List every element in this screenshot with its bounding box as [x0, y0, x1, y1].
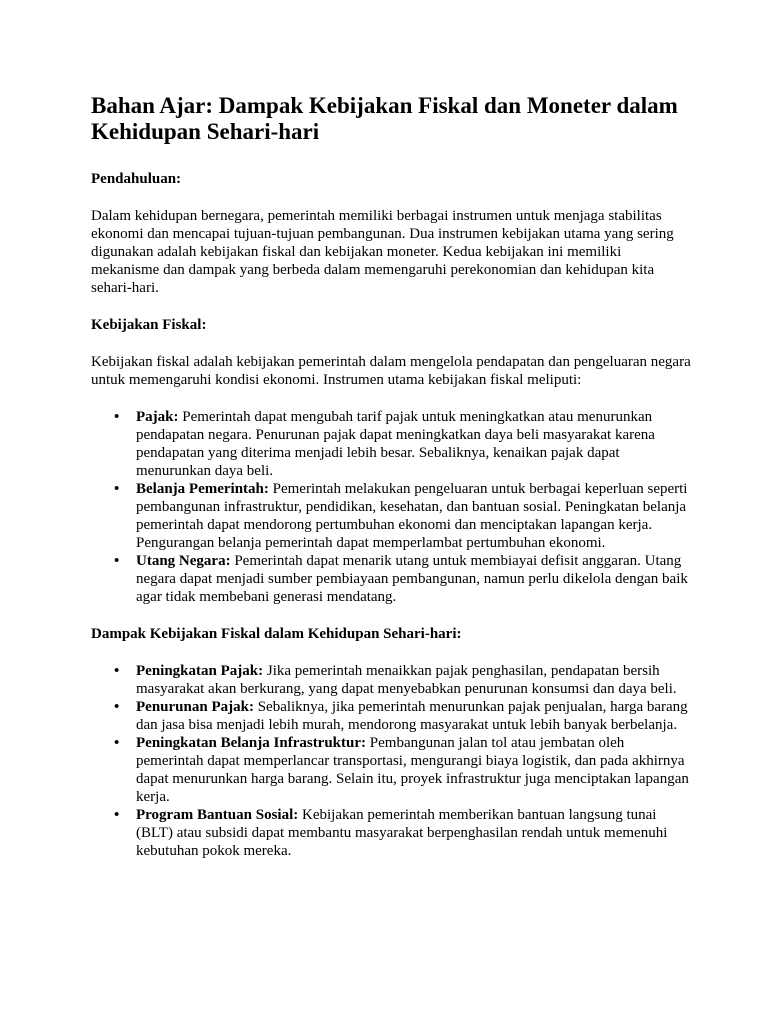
document-title: Bahan Ajar: Dampak Kebijakan Fiskal dan Moneter dalam Kehidupan Sehari-hari	[91, 93, 678, 144]
list-item-text: Sebaliknya, jika pemerintah menurunkan pajak penjualan, harga barang dan jasa bisa menjadi lebih murah, mendorong masyarakat untuk lebih banyak berbelanja.	[136, 699, 688, 733]
list-item	[114, 480, 691, 552]
impact-heading: Dampak Kebijakan Fiskal dalam Kehidupan Sehari-hari:	[91, 626, 462, 642]
fiscal-instrument-list	[91, 408, 691, 606]
list-item	[114, 806, 691, 860]
bullet-icon: •	[114, 735, 120, 751]
fiscal-heading: Kebijakan Fiskal:	[91, 317, 207, 333]
list-item	[114, 552, 691, 606]
document-page	[91, 93, 691, 879]
list-item-text: Pemerintah melakukan pengeluaran untuk berbagai keperluan seperti pembangunan infrastruktur, pendidikan, kesehatan, dan bantuan sosial. Peningkatan belanja pemerintah dapat mendorong pertumbuhan ekonomi dan menciptakan lapangan kerja. Pengurangan belanja pemerintah dapat memperlambat pertumbuhan ekonomi.	[136, 481, 688, 551]
intro-paragraph: Dalam kehidupan bernegara, pemerintah memiliki berbagai instrumen untuk menjaga stabilitas ekonomi dan mencapai tujuan-tujuan pembangunan. Dua instrumen kebijakan utama yang sering digunakan adalah kebijakan fiskal dan kebijakan moneter. Kedua kebijakan ini memiliki mekanisme dan dampak yang berbeda dalam memengaruhi perekonomian dan kehidupan kita sehari-hari.	[91, 208, 674, 296]
list-item-term: Peningkatan Pajak:	[136, 663, 264, 679]
list-item-text: Kebijakan pemerintah memberikan bantuan langsung tunai (BLT) atau subsidi dapat membantu masyarakat berpenghasilan rendah untuk memenuhi kebutuhan pokok mereka.	[136, 807, 668, 859]
list-item-term: Pajak:	[136, 409, 179, 425]
intro-heading: Pendahuluan:	[91, 171, 182, 187]
bullet-icon: •	[114, 481, 120, 497]
list-item-text: Pemerintah dapat menarik utang untuk membiayai defisit anggaran. Utang negara dapat menjadi sumber pembiayaan pembangunan, namun perlu dikelola dengan baik agar tidak membebani generasi mendatang.	[136, 553, 688, 605]
bullet-icon: •	[114, 553, 120, 569]
list-item-term: Program Bantuan Sosial:	[136, 807, 299, 823]
list-item-text: Jika pemerintah menaikkan pajak penghasilan, pendapatan bersih masyarakat akan berkurang, yang dapat menyebabkan penurunan konsumsi dan daya beli.	[136, 663, 677, 697]
list-item	[114, 662, 691, 698]
list-item	[114, 734, 691, 806]
bullet-icon: •	[114, 699, 120, 715]
list-item-term: Utang Negara:	[136, 553, 231, 569]
list-item-term: Belanja Pemerintah:	[136, 481, 269, 497]
list-item	[114, 698, 691, 734]
list-item-term: Peningkatan Belanja Infrastruktur:	[136, 735, 367, 751]
fiscal-paragraph: Kebijakan fiskal adalah kebijakan pemerintah dalam mengelola pendapatan dan pengeluaran negara untuk memengaruhi kondisi ekonomi. Instrumen utama kebijakan fiskal meliputi:	[91, 354, 691, 388]
list-item-term: Penurunan Pajak:	[136, 699, 254, 715]
list-item-text: Pembangunan jalan tol atau jembatan oleh pemerintah dapat memperlancar transportasi, mengurangi biaya logistik, dan pada akhirnya dapat menurunkan harga barang. Selain itu, proyek infrastruktur juga menciptakan lapangan kerja.	[136, 735, 689, 805]
bullet-icon: •	[114, 663, 120, 679]
impact-list	[91, 662, 691, 860]
list-item-text: Pemerintah dapat mengubah tarif pajak untuk meningkatkan atau menurunkan pendapatan negara. Penurunan pajak dapat meningkatkan daya beli masyarakat karena pendapatan yang diterima menjadi lebih besar. Sebaliknya, kenaikan pajak dapat menurunkan daya beli.	[136, 409, 655, 479]
bullet-icon: •	[114, 409, 120, 425]
bullet-icon: •	[114, 807, 120, 823]
list-item	[114, 408, 691, 480]
